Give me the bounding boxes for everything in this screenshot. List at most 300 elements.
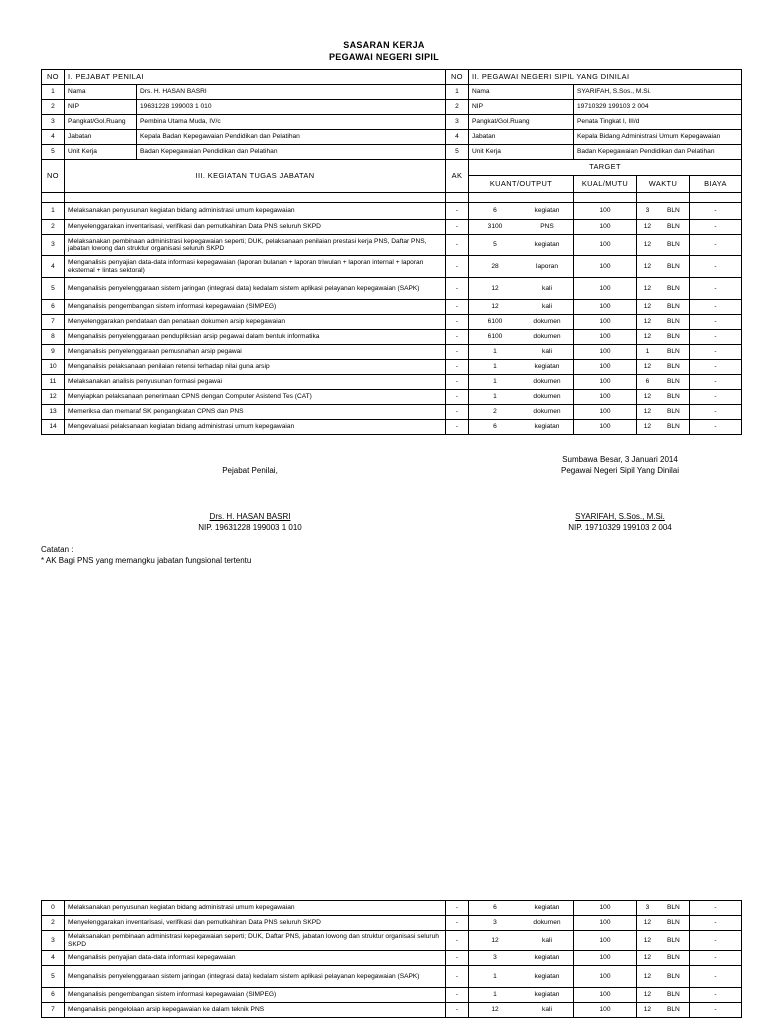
kegiatan-waktu bbox=[637, 966, 690, 988]
kuant-qty: 3 bbox=[493, 919, 497, 927]
kegiatan-ak: - bbox=[446, 300, 469, 315]
kegiatan-row bbox=[42, 405, 742, 420]
kegiatan-waktu bbox=[637, 931, 690, 951]
place-date: Sumbawa Besar, 3 Januari 2014 bbox=[562, 455, 678, 464]
pejabat-role: Pejabat Penilai, bbox=[222, 466, 278, 475]
kegiatan-row bbox=[42, 345, 742, 360]
pejabat-no: 3 bbox=[42, 115, 65, 130]
kegiatan-waktu bbox=[637, 916, 690, 931]
kuant-qty: 6100 bbox=[487, 333, 503, 341]
kegiatan-row bbox=[42, 330, 742, 345]
kegiatan-ak: - bbox=[446, 256, 469, 278]
kegiatan-row bbox=[42, 901, 742, 916]
kegiatan-waktu bbox=[637, 360, 690, 375]
pejabat-no: 5 bbox=[42, 145, 65, 160]
kegiatan-header-waktu: WAKTU bbox=[637, 176, 690, 193]
waktu-unit: BLN bbox=[666, 972, 680, 980]
pegawai-value: SYARIFAH, S.Sos., M.Si. bbox=[574, 85, 742, 100]
kuant-unit: dokumen bbox=[533, 318, 561, 326]
kegiatan-text: Menganalisis penyelenggaraan pendupliksian arsip pegawai dalam bentuk informatika bbox=[65, 330, 446, 345]
kegiatan-row bbox=[42, 256, 742, 278]
kegiatan-kual: 100 bbox=[574, 916, 637, 931]
kegiatan-kual: 100 bbox=[574, 988, 637, 1003]
kegiatan-no: 2 bbox=[42, 916, 65, 931]
kuant-unit: dokumen bbox=[533, 919, 561, 927]
waktu-unit: BLN bbox=[666, 991, 680, 999]
kegiatan-no: 12 bbox=[42, 390, 65, 405]
kuant-unit: kegiatan bbox=[534, 363, 560, 371]
pegawai-name: SYARIFAH, S.Sos., M.Si. bbox=[575, 512, 665, 521]
waktu-unit: BLN bbox=[666, 333, 680, 341]
waktu-value: 12 bbox=[643, 284, 652, 292]
kuant-unit: kegiatan bbox=[534, 241, 560, 249]
kegiatan-header-target: TARGET bbox=[469, 160, 742, 176]
kegiatan-text: Menyelenggarakan pendataan dan penataan dokumen arsip kepegawaian bbox=[65, 315, 446, 330]
pejabat-value: Badan Kepegawaian Pendidikan dan Pelatihan bbox=[137, 145, 446, 160]
identity-row bbox=[42, 100, 742, 115]
kegiatan-waktu bbox=[637, 988, 690, 1003]
waktu-value: 12 bbox=[643, 919, 652, 927]
kegiatan-kual: 100 bbox=[574, 966, 637, 988]
kegiatan-ak: - bbox=[446, 220, 469, 235]
kegiatan-biaya: - bbox=[690, 988, 742, 1003]
kegiatan-biaya: - bbox=[690, 360, 742, 375]
kegiatan-kual: 100 bbox=[574, 951, 637, 966]
kegiatan-waktu bbox=[637, 405, 690, 420]
kegiatan-biaya: - bbox=[690, 390, 742, 405]
kegiatan-kual: 100 bbox=[574, 931, 637, 951]
kegiatan-no: 10 bbox=[42, 360, 65, 375]
waktu-value: 12 bbox=[643, 408, 652, 416]
lower-table bbox=[41, 900, 742, 1018]
kuant-unit: kegiatan bbox=[534, 423, 560, 431]
kegiatan-no: 13 bbox=[42, 405, 65, 420]
waktu-unit: BLN bbox=[666, 363, 680, 371]
kegiatan-text: Menganalisis penyelenggaraan sistem jaringan (integrasi data) kedalam sistem aplikasi pelayanan kepegawaian (SAPK) bbox=[65, 278, 446, 300]
waktu-value: 12 bbox=[643, 936, 652, 944]
kegiatan-kual: 100 bbox=[574, 420, 637, 435]
pejabat-label: Pangkat/Gol.Ruang bbox=[65, 115, 137, 130]
kegiatan-kuant bbox=[469, 420, 574, 435]
kegiatan-row bbox=[42, 203, 742, 220]
waktu-value: 3 bbox=[645, 904, 650, 912]
kegiatan-ak: - bbox=[446, 1003, 469, 1018]
pegawai-label: Nama bbox=[469, 85, 574, 100]
pegawai-role: Pegawai Negeri Sipil Yang Dinilai bbox=[561, 466, 679, 475]
kegiatan-waktu bbox=[637, 330, 690, 345]
waktu-value: 12 bbox=[643, 393, 652, 401]
kegiatan-kual: 100 bbox=[574, 1003, 637, 1018]
kegiatan-no: 0 bbox=[42, 901, 65, 916]
pejabat-label: Nama bbox=[65, 85, 137, 100]
kegiatan-kual: 100 bbox=[574, 220, 637, 235]
kegiatan-row bbox=[42, 916, 742, 931]
pegawai-label: Pangkat/Gol.Ruang bbox=[469, 115, 574, 130]
kegiatan-no: 8 bbox=[42, 330, 65, 345]
kegiatan-text: Menyelenggarakan inventarisasi, verifikasi dan pemutkahiran Data PNS seluruh SKPD bbox=[65, 916, 446, 931]
kegiatan-waktu bbox=[637, 1003, 690, 1018]
kegiatan-biaya: - bbox=[690, 951, 742, 966]
kegiatan-kuant bbox=[469, 330, 574, 345]
kegiatan-text: Mengevaluasi pelaksanaan kegiatan bidang administrasi umum kepegawaian bbox=[65, 420, 446, 435]
kegiatan-biaya: - bbox=[690, 966, 742, 988]
identity-row bbox=[42, 145, 742, 160]
kegiatan-ak: - bbox=[446, 203, 469, 220]
kuant-qty: 3 bbox=[493, 954, 497, 962]
pejabat-value: Drs. H. HASAN BASRI bbox=[137, 85, 446, 100]
kegiatan-row bbox=[42, 300, 742, 315]
waktu-unit: BLN bbox=[666, 423, 680, 431]
waktu-unit: BLN bbox=[666, 207, 680, 215]
kegiatan-no: 14 bbox=[42, 420, 65, 435]
kegiatan-text: Memeriksa dan memaraf SK pengangkatan CPNS dan PNS bbox=[65, 405, 446, 420]
kegiatan-kuant bbox=[469, 360, 574, 375]
kegiatan-row bbox=[42, 375, 742, 390]
kegiatan-kuant bbox=[469, 390, 574, 405]
kegiatan-row bbox=[42, 420, 742, 435]
kuant-qty: 12 bbox=[491, 936, 499, 944]
kuant-unit: dokumen bbox=[533, 408, 561, 416]
waktu-unit: BLN bbox=[666, 936, 680, 944]
kegiatan-header-ak: AK bbox=[446, 160, 469, 193]
kegiatan-kual: 100 bbox=[574, 256, 637, 278]
kegiatan-no: 7 bbox=[42, 1003, 65, 1018]
identity-row bbox=[42, 130, 742, 145]
kegiatan-biaya: - bbox=[690, 1003, 742, 1018]
kuant-unit: kali bbox=[542, 303, 552, 311]
kegiatan-text: Menganalisis pengembangan sistem informasi kepegawaian (SIMPEG) bbox=[65, 988, 446, 1003]
kegiatan-kuant bbox=[469, 951, 574, 966]
pegawai-no: 5 bbox=[446, 145, 469, 160]
pejabat-nip: NIP. 19631228 199003 1 010 bbox=[198, 523, 302, 532]
note-label: Catatan : bbox=[41, 545, 74, 554]
kegiatan-ak: - bbox=[446, 951, 469, 966]
kegiatan-header-no: NO bbox=[42, 160, 65, 193]
waktu-unit: BLN bbox=[666, 303, 680, 311]
waktu-value: 12 bbox=[643, 223, 652, 231]
kegiatan-text: Melaksanakan pembinaan administrasi kepegawaian seperti; DUK, Daftar PNS, jabatan lowong dan struktur organisasi seluruh SKPD bbox=[65, 931, 446, 951]
kegiatan-ak: - bbox=[446, 966, 469, 988]
note-text: * AK Bagi PNS yang memangku jabatan fungsional tertentu bbox=[41, 556, 252, 565]
kegiatan-biaya: - bbox=[690, 405, 742, 420]
kegiatan-row bbox=[42, 235, 742, 256]
kegiatan-no: 4 bbox=[42, 951, 65, 966]
section-pejabat-header: I. PEJABAT PENILAI bbox=[65, 70, 446, 85]
kegiatan-ak: - bbox=[446, 390, 469, 405]
kegiatan-row bbox=[42, 390, 742, 405]
kuant-qty: 12 bbox=[491, 303, 499, 311]
kegiatan-text: Menyiapkan pelaksanaan penerimaan CPNS dengan Computer Asistend Tes (CAT) bbox=[65, 390, 446, 405]
kegiatan-ak: - bbox=[446, 345, 469, 360]
kegiatan-no: 3 bbox=[42, 235, 65, 256]
kegiatan-waktu bbox=[637, 390, 690, 405]
kuant-unit: kegiatan bbox=[534, 972, 560, 980]
kegiatan-text: Menyelenggarakan inventarisasi, verifikasi dan pemutkahiran Data PNS seluruh SKPD bbox=[65, 220, 446, 235]
waktu-unit: BLN bbox=[666, 318, 680, 326]
kegiatan-waktu bbox=[637, 901, 690, 916]
kuant-qty: 1 bbox=[493, 378, 497, 386]
waktu-value: 6 bbox=[645, 378, 650, 386]
kegiatan-ak: - bbox=[446, 988, 469, 1003]
identity-row bbox=[42, 85, 742, 100]
kegiatan-waktu bbox=[637, 300, 690, 315]
kuant-qty: 5 bbox=[493, 241, 497, 249]
kegiatan-biaya: - bbox=[690, 901, 742, 916]
kegiatan-text: Menganalisis pelaksanaan penilaian retensi terhadap nilai guna arsip bbox=[65, 360, 446, 375]
kegiatan-kual: 100 bbox=[574, 330, 637, 345]
kegiatan-row bbox=[42, 951, 742, 966]
kegiatan-kuant bbox=[469, 931, 574, 951]
pegawai-nip: NIP. 19710329 199103 2 004 bbox=[568, 523, 672, 532]
kegiatan-kual: 100 bbox=[574, 278, 637, 300]
waktu-value: 12 bbox=[643, 241, 652, 249]
kegiatan-kual: 100 bbox=[574, 345, 637, 360]
waktu-value: 12 bbox=[643, 423, 652, 431]
pegawai-no: 2 bbox=[446, 100, 469, 115]
kegiatan-waktu bbox=[637, 278, 690, 300]
kegiatan-kual: 100 bbox=[574, 235, 637, 256]
kegiatan-kuant bbox=[469, 375, 574, 390]
waktu-value: 12 bbox=[643, 333, 652, 341]
kegiatan-text: Menganalisis pengembangan sistem informasi kepegawaian (SIMPEG) bbox=[65, 300, 446, 315]
waktu-unit: BLN bbox=[666, 284, 680, 292]
kegiatan-ak: - bbox=[446, 315, 469, 330]
kegiatan-biaya: - bbox=[690, 931, 742, 951]
kuant-qty: 1 bbox=[493, 348, 497, 356]
waktu-value: 12 bbox=[643, 363, 652, 371]
kegiatan-header-kual: KUAL/MUTU bbox=[574, 176, 637, 193]
kegiatan-kual: 100 bbox=[574, 375, 637, 390]
kegiatan-text: Melaksanakan penyusunan kegiatan bidang administrasi umum kepegawaian bbox=[65, 203, 446, 220]
kegiatan-kual: 100 bbox=[574, 315, 637, 330]
kegiatan-row bbox=[42, 988, 742, 1003]
kegiatan-no: 2 bbox=[42, 220, 65, 235]
kegiatan-kual: 100 bbox=[574, 203, 637, 220]
lower-kegiatan-list bbox=[42, 901, 742, 1018]
kegiatan-ak: - bbox=[446, 420, 469, 435]
kegiatan-no: 7 bbox=[42, 315, 65, 330]
kegiatan-kuant bbox=[469, 405, 574, 420]
kegiatan-biaya: - bbox=[690, 235, 742, 256]
kuant-unit: kali bbox=[542, 1006, 552, 1014]
waktu-unit: BLN bbox=[666, 954, 680, 962]
waktu-value: 12 bbox=[643, 1006, 652, 1014]
kegiatan-kual: 100 bbox=[574, 300, 637, 315]
pejabat-label: Jabatan bbox=[65, 130, 137, 145]
kegiatan-no: 5 bbox=[42, 278, 65, 300]
waktu-unit: BLN bbox=[666, 241, 680, 249]
kegiatan-no: 9 bbox=[42, 345, 65, 360]
kegiatan-row bbox=[42, 315, 742, 330]
kegiatan-text: Melaksanakan pembinaan administrasi kepegawaian seperti; DUK, pelaksanaan penilaian prestasi kerja PNS, Daftar PNS, jabatan lowong dan struktur organisasi seluruh SKPD bbox=[65, 235, 446, 256]
kegiatan-header-kuant: KUANT/OUTPUT bbox=[469, 176, 574, 193]
kegiatan-text: Menganalisis pengelolaan arsip kepegawaian ke dalam teknik PNS bbox=[65, 1003, 446, 1018]
kegiatan-kuant bbox=[469, 256, 574, 278]
kegiatan-biaya: - bbox=[690, 315, 742, 330]
kegiatan-biaya: - bbox=[690, 330, 742, 345]
kegiatan-biaya: - bbox=[690, 375, 742, 390]
waktu-unit: BLN bbox=[666, 223, 680, 231]
kuant-unit: dokumen bbox=[533, 378, 561, 386]
kegiatan-biaya: - bbox=[690, 256, 742, 278]
kegiatan-ak: - bbox=[446, 931, 469, 951]
kuant-qty: 12 bbox=[491, 284, 499, 292]
kuant-qty: 3100 bbox=[487, 223, 503, 231]
pegawai-value: Badan Kepegawaian Pendidikan dan Pelatihan bbox=[574, 145, 742, 160]
pegawai-label: Jabatan bbox=[469, 130, 574, 145]
kegiatan-row bbox=[42, 1003, 742, 1018]
kegiatan-list bbox=[42, 203, 742, 435]
pejabat-no: 2 bbox=[42, 100, 65, 115]
kegiatan-no: 1 bbox=[42, 203, 65, 220]
waktu-value: 12 bbox=[643, 972, 652, 980]
pejabat-value: Pembina Utama Muda, IV/c bbox=[137, 115, 446, 130]
kegiatan-waktu bbox=[637, 220, 690, 235]
kegiatan-ak: - bbox=[446, 901, 469, 916]
kuant-unit: kali bbox=[542, 348, 552, 356]
waktu-unit: BLN bbox=[666, 1006, 680, 1014]
kegiatan-text: Menganalisis penyajian data-data informasi kepegawaian (laporan bulanan + laporan triwulan + laporan internal + laporan eksternal + lintas sektoral) bbox=[65, 256, 446, 278]
kuant-unit: kegiatan bbox=[534, 207, 560, 215]
kegiatan-ak: - bbox=[446, 916, 469, 931]
waktu-unit: BLN bbox=[666, 262, 680, 270]
kegiatan-text: Menganalisis penyajian data-data informasi kepegawaian bbox=[65, 951, 446, 966]
kegiatan-no: 6 bbox=[42, 988, 65, 1003]
kegiatan-waktu bbox=[637, 235, 690, 256]
kuant-unit: PNS bbox=[540, 223, 554, 231]
kegiatan-kuant bbox=[469, 203, 574, 220]
header-no: NO bbox=[446, 70, 469, 85]
kegiatan-row bbox=[42, 966, 742, 988]
waktu-value: 3 bbox=[645, 207, 650, 215]
pegawai-no: 4 bbox=[446, 130, 469, 145]
kuant-qty: 1 bbox=[493, 363, 497, 371]
kegiatan-row bbox=[42, 278, 742, 300]
kuant-qty: 28 bbox=[491, 262, 499, 270]
pegawai-label: NIP bbox=[469, 100, 574, 115]
kegiatan-kuant bbox=[469, 901, 574, 916]
pegawai-label: Unit Kerja bbox=[469, 145, 574, 160]
kegiatan-text: Menganalisis penyelenggaraan sistem jaringan (integrasi data) kedalam sistem aplikasi pelayanan kepegawaian (SAPK) bbox=[65, 966, 446, 988]
pegawai-no: 3 bbox=[446, 115, 469, 130]
waktu-unit: BLN bbox=[666, 919, 680, 927]
pejabat-name: Drs. H. HASAN BASRI bbox=[209, 512, 291, 521]
kuant-qty: 6100 bbox=[487, 318, 503, 326]
kegiatan-waktu bbox=[637, 951, 690, 966]
spacer-row bbox=[42, 193, 742, 203]
kuant-unit: dokumen bbox=[533, 333, 561, 341]
waktu-value: 12 bbox=[643, 991, 652, 999]
kegiatan-ak: - bbox=[446, 375, 469, 390]
waktu-unit: BLN bbox=[666, 408, 680, 416]
kegiatan-header-biaya: BIAYA bbox=[690, 176, 742, 193]
kuant-qty: 6 bbox=[493, 904, 497, 912]
kegiatan-kuant bbox=[469, 966, 574, 988]
kegiatan-header-title: III. KEGIATAN TUGAS JABATAN bbox=[65, 160, 446, 193]
kegiatan-kuant bbox=[469, 916, 574, 931]
kegiatan-waktu bbox=[637, 375, 690, 390]
waktu-unit: BLN bbox=[666, 348, 680, 356]
waktu-unit: BLN bbox=[666, 378, 680, 386]
pegawai-value: 19710329 199103 2 004 bbox=[574, 100, 742, 115]
kegiatan-waktu bbox=[637, 315, 690, 330]
pejabat-no: 1 bbox=[42, 85, 65, 100]
waktu-value: 12 bbox=[643, 303, 652, 311]
kegiatan-kuant bbox=[469, 220, 574, 235]
kegiatan-kual: 100 bbox=[574, 390, 637, 405]
kegiatan-biaya: - bbox=[690, 300, 742, 315]
kuant-unit: laporan bbox=[536, 262, 558, 270]
kegiatan-biaya: - bbox=[690, 278, 742, 300]
kegiatan-ak: - bbox=[446, 235, 469, 256]
kegiatan-waktu bbox=[637, 203, 690, 220]
kegiatan-kual: 100 bbox=[574, 901, 637, 916]
document-title: SASARAN KERJA bbox=[343, 40, 425, 50]
waktu-value: 1 bbox=[645, 348, 650, 356]
pejabat-no: 4 bbox=[42, 130, 65, 145]
kuant-unit: dokumen bbox=[533, 393, 561, 401]
kegiatan-kuant bbox=[469, 278, 574, 300]
kuant-unit: kegiatan bbox=[534, 954, 560, 962]
pejabat-value: 19631228 199003 1 010 bbox=[137, 100, 446, 115]
kegiatan-row bbox=[42, 220, 742, 235]
kegiatan-no: 5 bbox=[42, 966, 65, 988]
kegiatan-biaya: - bbox=[690, 420, 742, 435]
kuant-qty: 6 bbox=[493, 207, 497, 215]
kegiatan-biaya: - bbox=[690, 345, 742, 360]
kegiatan-ak: - bbox=[446, 330, 469, 345]
kegiatan-waktu bbox=[637, 345, 690, 360]
kegiatan-text: Melaksanakan analisis penyusunan formasi pegawai bbox=[65, 375, 446, 390]
identity-row bbox=[42, 115, 742, 130]
kegiatan-kual: 100 bbox=[574, 360, 637, 375]
kegiatan-biaya: - bbox=[690, 203, 742, 220]
kuant-qty: 1 bbox=[493, 991, 497, 999]
kegiatan-kuant bbox=[469, 235, 574, 256]
kegiatan-biaya: - bbox=[690, 916, 742, 931]
header-no: NO bbox=[42, 70, 65, 85]
kegiatan-text: Menganalisis penyelenggaraan pemusnahan arsip pegawai bbox=[65, 345, 446, 360]
kegiatan-kuant bbox=[469, 345, 574, 360]
kegiatan-row bbox=[42, 360, 742, 375]
kegiatan-ak: - bbox=[446, 360, 469, 375]
kegiatan-no: 4 bbox=[42, 256, 65, 278]
kegiatan-biaya: - bbox=[690, 220, 742, 235]
kegiatan-no: 11 bbox=[42, 375, 65, 390]
kegiatan-waktu bbox=[637, 420, 690, 435]
kegiatan-kuant bbox=[469, 988, 574, 1003]
pegawai-value: Kepala Bidang Administrasi Umum Kepegawaian bbox=[574, 130, 742, 145]
pejabat-value: Kepala Badan Kepegawaian Pendidikan dan Pelatihan bbox=[137, 130, 446, 145]
waktu-value: 12 bbox=[643, 954, 652, 962]
pegawai-value: Penata Tingkat I, III/d bbox=[574, 115, 742, 130]
kuant-unit: kegiatan bbox=[534, 991, 560, 999]
kegiatan-kual: 100 bbox=[574, 405, 637, 420]
kegiatan-text: Melaksanakan penyusunan kegiatan bidang administrasi umum kepegawaian bbox=[65, 901, 446, 916]
section-pegawai-header: II. PEGAWAI NEGERI SIPIL YANG DINILAI bbox=[469, 70, 742, 85]
kuant-qty: 1 bbox=[493, 972, 497, 980]
kegiatan-kuant bbox=[469, 315, 574, 330]
kuant-qty: 6 bbox=[493, 423, 497, 431]
waktu-value: 12 bbox=[643, 262, 652, 270]
kegiatan-waktu bbox=[637, 256, 690, 278]
pejabat-label: NIP bbox=[65, 100, 137, 115]
kuant-qty: 1 bbox=[493, 393, 497, 401]
document-subtitle: PEGAWAI NEGERI SIPIL bbox=[328, 52, 440, 62]
kuant-unit: kali bbox=[542, 936, 552, 944]
kuant-unit: kegiatan bbox=[534, 904, 560, 912]
waktu-unit: BLN bbox=[666, 904, 680, 912]
